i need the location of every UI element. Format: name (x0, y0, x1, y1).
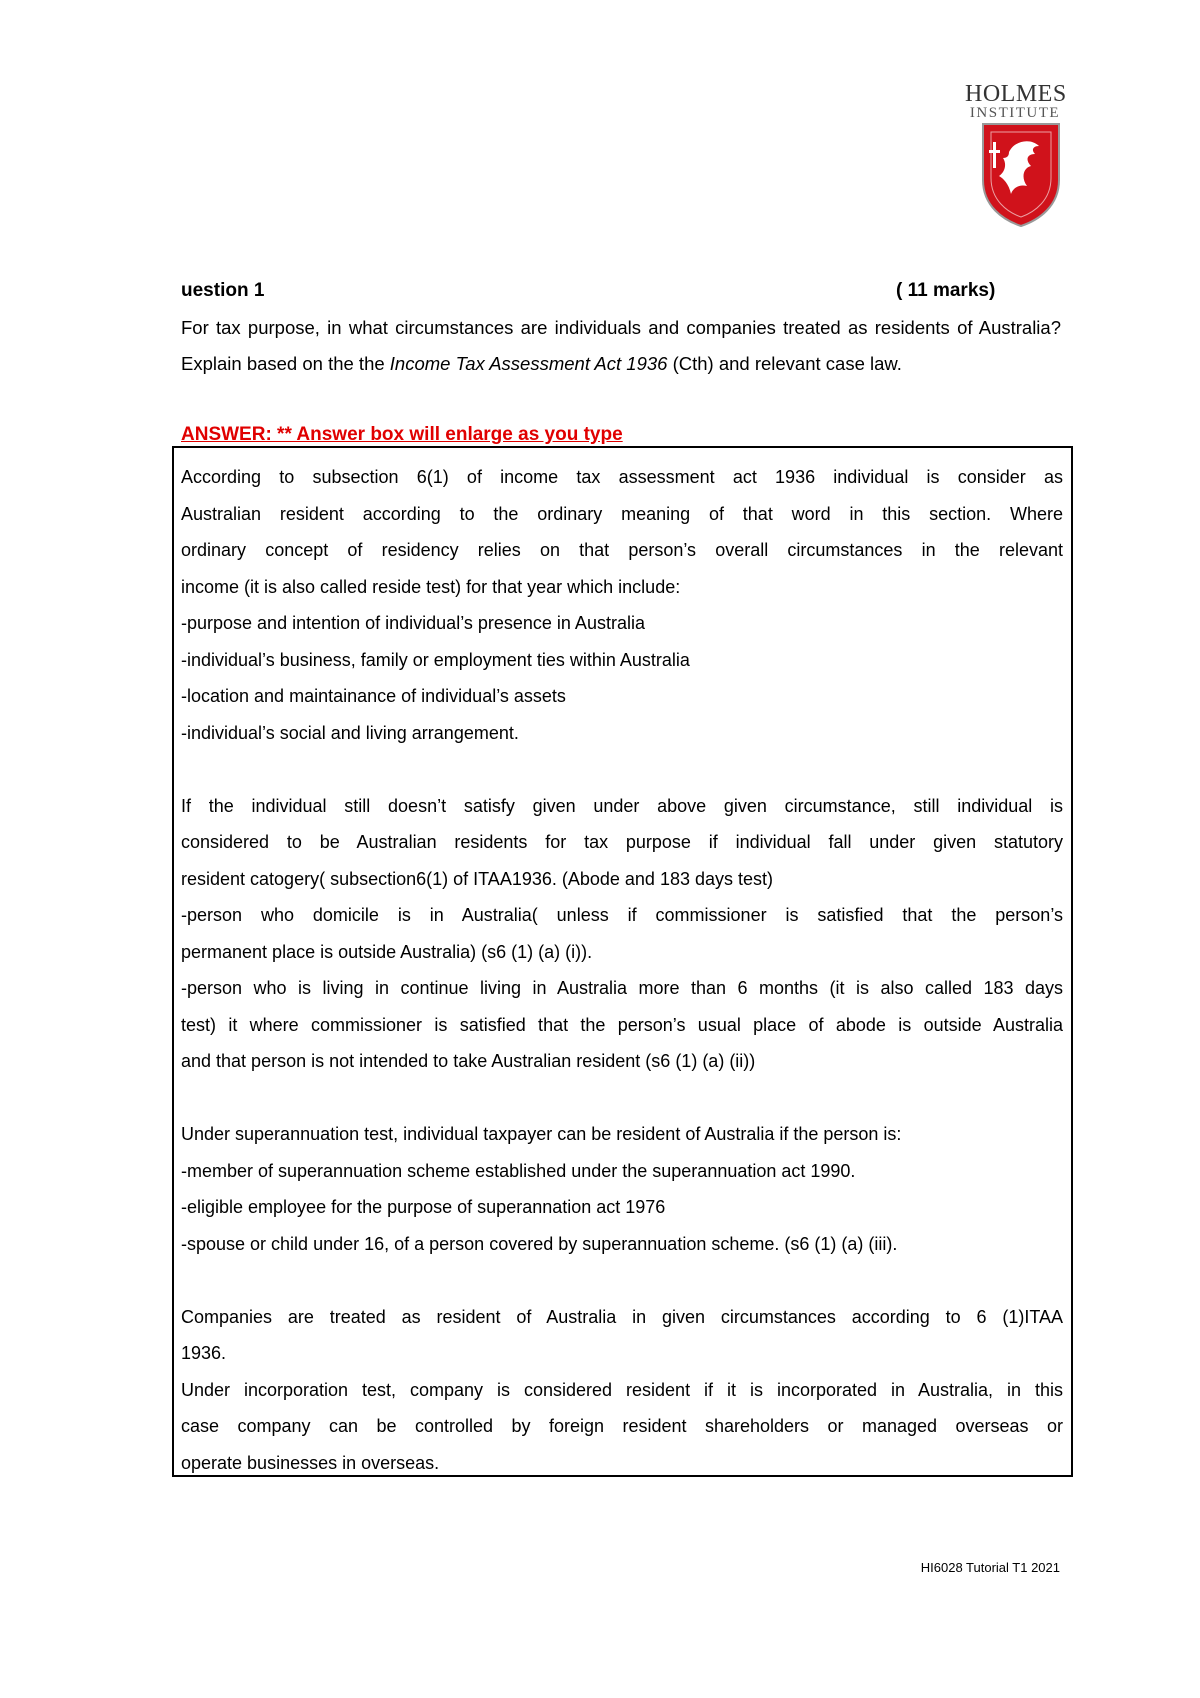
answer-line: case company can be controlled by foreign resident shareholders or managed overseas or (181, 1416, 1063, 1436)
answer-line: permanent place is outside Australia) (s6 (1) (a) (i)). (181, 941, 593, 962)
answer-line: and that person is not intended to take Australian resident (s6 (1) (a) (ii)) (181, 1051, 756, 1071)
blank-line (181, 1262, 1063, 1299)
answer-line: Companies are treated as resident of Australia in given circumstances according to 6 (1)ITAA (181, 1306, 1063, 1327)
question-marks: ( 11 marks) (896, 280, 996, 301)
answer-line: -purpose and intention of individual’s presence in Australia (181, 613, 645, 633)
answer-line: test) it where commissioner is satisfied that the person’s usual place of abode is outside Australia (181, 1014, 1063, 1035)
question-heading (181, 280, 1021, 308)
answer-line: -person who domicile is in Australia( unless if commissioner is satisfied that the person’s (181, 905, 1063, 925)
logo-wordmark: HOLMES (965, 81, 1067, 107)
answer-label: ANSWER: ** Answer box will enlarge as you type (181, 424, 623, 445)
answer-line: -location and maintainance of individual’s assets (181, 686, 566, 706)
answer-line: Under incorporation test, company is considered resident if it is incorporated in Australia, in this (181, 1379, 1063, 1400)
answer-line: -spouse or child under 16, of a person covered by superannuation scheme. (s6 (1) (a) (iii). (181, 1233, 898, 1254)
answer-line: -person who is living in continue living in Australia more than 6 months (it is also called 183 days (181, 978, 1063, 998)
holmes-institute-logo (965, 82, 1065, 227)
question-text-tail: (Cth) and relevant case law. (667, 353, 902, 374)
question-text-lead: For tax purpose, in what circumstances are individuals and companies treated as residents of Australia? Explain based on the the (181, 317, 1061, 374)
answer-text (181, 459, 1063, 1481)
griffin-shield-icon (981, 122, 1061, 228)
answer-line: -individual’s social and living arrangement. (181, 722, 519, 743)
answer-line: Australian resident according to the ordinary meaning of that word in this section. Where (181, 503, 1063, 524)
act-title: Income Tax Assessment Act 1936 (389, 353, 668, 374)
answer-line: -individual’s business, family or employment ties within Australia (181, 649, 690, 670)
answer-line: operate businesses in overseas. (181, 1452, 440, 1473)
page-footer: HI6028 Tutorial T1 2021 (920, 1560, 1060, 1575)
logo-subtitle: INSTITUTE (969, 105, 1061, 121)
blank-line (181, 751, 1063, 788)
question-title: uestion 1 (181, 280, 265, 301)
answer-line: 1936. (181, 1343, 227, 1363)
answer-line: Under superannuation test, individual taxpayer can be resident of Australia if the person is: (181, 1124, 902, 1144)
answer-line: resident catogery( subsection6(1) of ITAA1936. (Abode and 183 days test) (181, 868, 774, 889)
answer-line: According to subsection 6(1) of income tax assessment act 1936 individual is consider as (181, 467, 1063, 487)
answer-line: income (it is also called reside test) for that year which include: (181, 576, 681, 597)
answer-line: considered to be Australian residents for tax purpose if individual fall under given statutory (181, 832, 1063, 852)
answer-line: ordinary concept of residency relies on that person’s overall circumstances in the relevant (181, 540, 1063, 560)
answer-line: If the individual still doesn’t satisfy given under above given circumstance, still individual is (181, 795, 1063, 816)
question-text (181, 310, 1061, 382)
answer-line: -eligible employee for the purpose of superannation act 1976 (181, 1197, 666, 1217)
answer-line: -member of superannuation scheme established under the superannuation act 1990. (181, 1160, 856, 1181)
blank-line (181, 1080, 1063, 1117)
